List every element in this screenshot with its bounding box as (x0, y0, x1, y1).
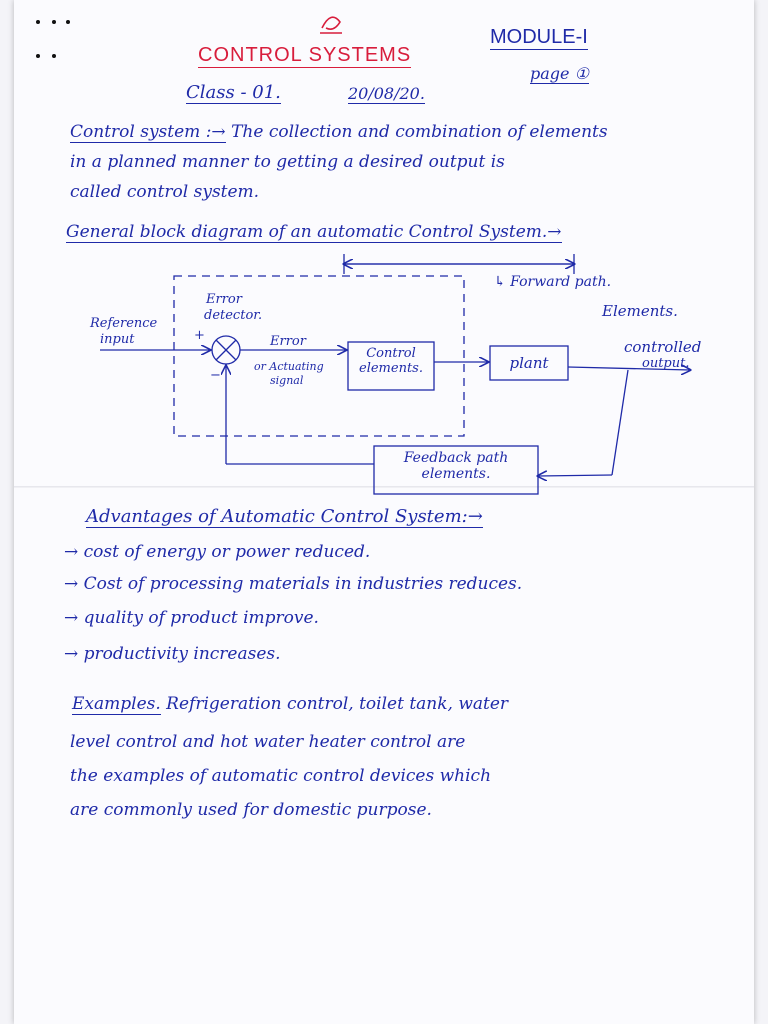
notebook-page (14, 0, 754, 1024)
forward-path-label: ↳ Forward path. (494, 274, 612, 290)
error-signal-label-3: signal (270, 374, 304, 387)
error-signal-label-2: or Actuating (254, 360, 324, 373)
advantage-item: → Cost of processing materials in industries reduces. (64, 574, 523, 594)
examples-line-4: are commonly used for domestic purpose. (70, 800, 432, 820)
forward-elements-label: Elements. (602, 302, 678, 320)
feedback-label-2: elements. (421, 466, 491, 482)
page-number: page ① (530, 64, 589, 83)
punch-hole (36, 54, 40, 58)
reference-input-label-2: input (100, 332, 135, 347)
control-elements-label-2: elements. (359, 361, 423, 376)
om-symbol-icon (316, 8, 346, 36)
definition-term: Control system :→ (70, 122, 226, 142)
advantage-item: → cost of energy or power reduced. (64, 542, 371, 562)
definition-line-3: called control system. (70, 182, 260, 202)
examples-line-2: level control and hot water heater control are (70, 732, 466, 752)
punch-hole (52, 20, 56, 24)
module-label: MODULE-I (490, 26, 588, 48)
examples-line-3: the examples of automatic control devices which (70, 766, 492, 786)
advantage-item: → productivity increases. (64, 644, 281, 664)
controlled-output-label-1: controlled (624, 338, 702, 356)
error-signal-label-1: Error (270, 334, 306, 349)
error-detector-label-2: detector. (204, 308, 263, 323)
plant-block: plant (509, 354, 549, 372)
examples-text: Refrigeration control, toilet tank, water (166, 694, 509, 714)
examples-label: Examples. (72, 694, 161, 714)
control-elements-block (348, 346, 434, 376)
page-title: CONTROL SYSTEMS (198, 44, 412, 66)
control-elements-label-1: Control (366, 346, 416, 361)
examples-line-1 (72, 694, 508, 714)
advantage-item: → quality of product improve. (64, 608, 319, 628)
definition-line-2: in a planned manner to getting a desired output is (70, 152, 505, 172)
definition-text: The collection and combination of elements (231, 122, 608, 142)
feedback-label-1: Feedback path (403, 450, 509, 466)
diagram-heading: General block diagram of an automatic Control System.→ (66, 222, 562, 242)
feedback-elements-block (374, 450, 538, 482)
class-number: Class - 01. (186, 82, 281, 103)
punch-hole (66, 20, 70, 24)
controlled-output-label-2: output. (642, 356, 690, 371)
block-diagram (70, 250, 730, 500)
minus-sign: − (210, 368, 221, 383)
punch-hole (52, 54, 56, 58)
advantages-heading: Advantages of Automatic Control System:→ (86, 506, 483, 527)
reference-input-label-1: Reference (90, 316, 158, 331)
error-detector-label-1: Error (206, 292, 242, 307)
plus-sign: + (194, 328, 205, 343)
class-date: 20/08/20. (348, 84, 425, 103)
punch-hole (36, 20, 40, 24)
definition-line-1 (70, 122, 608, 142)
